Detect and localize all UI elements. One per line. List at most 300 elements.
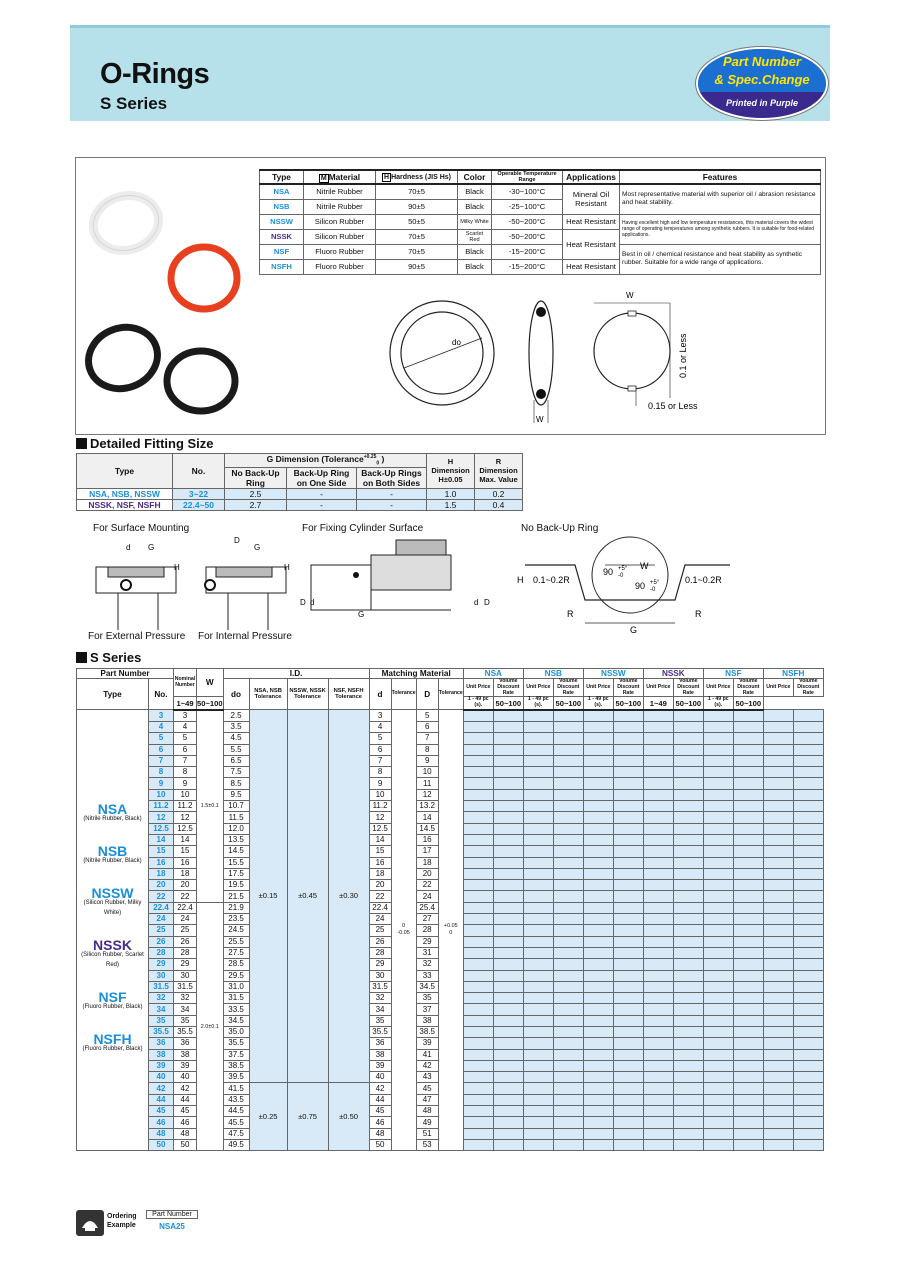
table-row: 22 22 21.5 22 24 xyxy=(77,891,824,902)
price-cell xyxy=(463,902,493,913)
price-cell xyxy=(673,1004,703,1015)
svg-text:+5°: +5° xyxy=(650,580,660,586)
price-cell xyxy=(763,744,793,755)
price-cell xyxy=(613,925,643,936)
price-cell xyxy=(553,1094,583,1105)
price-cell xyxy=(553,891,583,902)
col-applications: Applications xyxy=(563,170,620,184)
internal-pressure-label: For Internal Pressure xyxy=(198,631,292,642)
price-cell xyxy=(463,880,493,891)
price-cell xyxy=(703,959,733,970)
price-cell xyxy=(763,710,793,722)
price-cell xyxy=(703,981,733,992)
price-cell xyxy=(673,744,703,755)
price-cell xyxy=(613,1083,643,1094)
price-cell xyxy=(733,733,763,744)
oring-dimension-drawing xyxy=(386,288,806,428)
price-cell xyxy=(643,1015,673,1026)
price-cell xyxy=(463,1038,493,1049)
price-cell xyxy=(463,721,493,732)
tol-label-1: 0.1 or Less xyxy=(678,333,688,378)
price-cell xyxy=(523,970,553,981)
price-cell xyxy=(793,936,823,947)
price-cell xyxy=(493,823,523,834)
price-cell xyxy=(523,1027,553,1038)
price-cell xyxy=(673,1094,703,1105)
col-temp: Operable Temperature Range xyxy=(492,170,563,184)
price-cell xyxy=(463,970,493,981)
price-cell xyxy=(613,744,643,755)
price-cell xyxy=(583,993,613,1004)
price-cell xyxy=(643,789,673,800)
price-cell xyxy=(793,902,823,913)
price-cell xyxy=(463,846,493,857)
price-cell xyxy=(793,767,823,778)
price-cell xyxy=(673,834,703,845)
price-cell xyxy=(733,1117,763,1128)
price-cell xyxy=(553,1139,583,1150)
type-name: NSA xyxy=(97,801,128,818)
table-row: 38 38 37.5 38 41 xyxy=(77,1049,824,1060)
price-cell xyxy=(763,846,793,857)
pn-header: Part Number xyxy=(146,1210,198,1219)
price-cell xyxy=(493,1004,523,1015)
table-row: 26 26 25.5 26 29 xyxy=(77,936,824,947)
price-cell xyxy=(553,857,583,868)
price-cell xyxy=(733,902,763,913)
price-cell xyxy=(553,914,583,925)
price-cell xyxy=(763,1038,793,1049)
price-cell xyxy=(493,834,523,845)
price-cell xyxy=(643,914,673,925)
price-cell xyxy=(793,925,823,936)
price-cell xyxy=(613,812,643,823)
table-row: NSFH Fluoro Rubber 90±5 Black -15~200°C Heat Resistant xyxy=(260,259,821,274)
table-row: 5 5 4.5 5 7 xyxy=(77,733,824,744)
price-cell xyxy=(463,891,493,902)
external-pressure-label: For External Pressure xyxy=(88,631,186,642)
price-cell xyxy=(733,1015,763,1026)
price-cell xyxy=(673,970,703,981)
table-row: 40 40 39.5 40 43 xyxy=(77,1072,824,1083)
svg-text:-0: -0 xyxy=(650,587,656,593)
price-cell xyxy=(613,857,643,868)
price-cell xyxy=(793,1015,823,1026)
price-cell xyxy=(733,868,763,879)
price-cell xyxy=(583,1128,613,1139)
price-cell xyxy=(553,1038,583,1049)
table-row: 18 18 17.5 18 20 xyxy=(77,868,824,879)
svg-text:0.1~0.2R: 0.1~0.2R xyxy=(685,575,722,585)
price-cell xyxy=(703,834,733,845)
price-cell xyxy=(673,947,703,958)
price-cell xyxy=(493,1106,523,1117)
price-cell xyxy=(703,789,733,800)
price-cell xyxy=(793,1139,823,1150)
price-cell xyxy=(493,1015,523,1026)
table-row: 42 42 41.5 ±0.25 ±0.75 ±0.50 42 45 xyxy=(77,1083,824,1094)
price-cell xyxy=(733,846,763,857)
price-cell xyxy=(523,902,553,913)
price-cell xyxy=(673,1027,703,1038)
price-cell xyxy=(613,1117,643,1128)
price-cell xyxy=(613,914,643,925)
price-cell xyxy=(733,755,763,766)
table-row: 50 50 49.5 50 53 xyxy=(77,1139,824,1150)
price-cell xyxy=(613,970,643,981)
type-name: NSSK xyxy=(93,937,132,954)
price-cell xyxy=(733,789,763,800)
price-cell xyxy=(553,744,583,755)
price-cell xyxy=(553,1060,583,1071)
surface-mounting-label: For Surface Mounting xyxy=(93,523,190,534)
price-cell xyxy=(613,981,643,992)
svg-text:R: R xyxy=(567,609,574,619)
price-cell xyxy=(613,1128,643,1139)
price-cell xyxy=(703,778,733,789)
price-cell xyxy=(583,1117,613,1128)
price-cell xyxy=(763,880,793,891)
price-cell xyxy=(793,1004,823,1015)
price-cell xyxy=(523,744,553,755)
svg-text:H: H xyxy=(174,563,180,572)
table-row: 9 9 8.5 9 11 xyxy=(77,778,824,789)
svg-text:D: D xyxy=(234,536,240,545)
price-cell xyxy=(763,1072,793,1083)
price-cell xyxy=(463,857,493,868)
qty-header: 50~100 xyxy=(613,697,643,710)
price-cell xyxy=(793,801,823,812)
price-cell xyxy=(673,959,703,970)
price-cell xyxy=(673,767,703,778)
price-cell xyxy=(703,755,733,766)
svg-text:d: d xyxy=(126,543,131,552)
orings-photo xyxy=(81,178,256,428)
price-cell xyxy=(703,993,733,1004)
price-cell xyxy=(583,902,613,913)
price-cell xyxy=(793,857,823,868)
price-cell xyxy=(583,1083,613,1094)
price-cell xyxy=(763,959,793,970)
price-cell xyxy=(643,812,673,823)
svg-text:0.1~0.2R: 0.1~0.2R xyxy=(533,575,570,585)
price-cell xyxy=(673,1060,703,1071)
price-cell xyxy=(763,834,793,845)
price-cell xyxy=(523,993,553,1004)
price-cell xyxy=(793,1049,823,1060)
price-cell xyxy=(673,789,703,800)
price-cell xyxy=(553,1004,583,1015)
ordering-label: Ordering xyxy=(107,1213,137,1220)
price-cell xyxy=(733,834,763,845)
price-cell xyxy=(493,993,523,1004)
price-cell xyxy=(493,789,523,800)
id-tolerance: ±0.75 xyxy=(287,1083,328,1151)
price-cell xyxy=(613,721,643,732)
price-cell xyxy=(523,1117,553,1128)
price-cell xyxy=(613,767,643,778)
price-cell xyxy=(553,778,583,789)
price-cell xyxy=(613,1038,643,1049)
price-cell xyxy=(613,959,643,970)
price-cell xyxy=(493,1038,523,1049)
qty-header: 1~49 xyxy=(643,697,673,710)
price-cell xyxy=(793,1083,823,1094)
price-cell xyxy=(463,1128,493,1139)
price-cell xyxy=(463,981,493,992)
do-label: do xyxy=(452,338,461,347)
id-tolerance: ±0.30 xyxy=(328,710,369,1083)
price-cell xyxy=(463,1083,493,1094)
type-desc: (Nitrile Rubber, Black) xyxy=(83,816,142,823)
price-cell xyxy=(793,1060,823,1071)
price-cell xyxy=(703,936,733,947)
svg-text:+5°: +5° xyxy=(618,566,628,572)
price-cell xyxy=(463,823,493,834)
col-hardness: H Hardness (JIS Hs) xyxy=(376,170,458,184)
price-cell xyxy=(643,959,673,970)
price-cell xyxy=(793,823,823,834)
price-cell xyxy=(703,868,733,879)
part-number-badge xyxy=(696,47,828,120)
price-cell xyxy=(553,1049,583,1060)
price-cell xyxy=(763,801,793,812)
price-cell xyxy=(523,823,553,834)
svg-text:G: G xyxy=(630,625,638,635)
price-cell xyxy=(643,1060,673,1071)
price-cell xyxy=(793,755,823,766)
table-row: 34 34 33.5 34 37 xyxy=(77,1004,824,1015)
price-cell xyxy=(553,846,583,857)
price-cell xyxy=(553,767,583,778)
price-cell xyxy=(763,1128,793,1139)
badge-line-2: & Spec.Change xyxy=(714,72,810,87)
price-cell xyxy=(793,1094,823,1105)
price-cell xyxy=(763,857,793,868)
type-desc: (Fluoro Rubber, Black) xyxy=(82,1046,143,1053)
price-cell xyxy=(463,744,493,755)
black-oring-1 xyxy=(81,318,166,398)
price-cell xyxy=(643,970,673,981)
qty-header: 1~49 xyxy=(174,697,197,710)
price-cell xyxy=(643,1128,673,1139)
cylinder-diagram xyxy=(296,535,501,625)
price-cell xyxy=(643,947,673,958)
table-row: NSSK Silicon Rubber 70±5 Scarlet Red -50~200°C Heat Resistant xyxy=(260,229,821,244)
price-cell xyxy=(583,925,613,936)
svg-text:G: G xyxy=(358,610,365,619)
price-cell xyxy=(463,1139,493,1150)
table-row: 6 6 5.5 6 8 xyxy=(77,744,824,755)
price-cell xyxy=(763,778,793,789)
svg-text:W: W xyxy=(640,561,649,571)
price-cell xyxy=(493,1094,523,1105)
price-cell xyxy=(583,947,613,958)
price-cell xyxy=(793,789,823,800)
price-cell xyxy=(793,891,823,902)
price-cell xyxy=(793,1128,823,1139)
table-row: 35.5 35.5 35.0 35.5 38.5 xyxy=(77,1027,824,1038)
price-cell xyxy=(763,1094,793,1105)
price-cell xyxy=(763,789,793,800)
price-cell xyxy=(763,755,793,766)
price-cell xyxy=(493,1027,523,1038)
price-cell xyxy=(703,1106,733,1117)
price-cell xyxy=(463,925,493,936)
price-cell xyxy=(613,1027,643,1038)
price-cell xyxy=(553,925,583,936)
price-cell xyxy=(793,981,823,992)
price-cell xyxy=(553,1015,583,1026)
price-cell xyxy=(583,1038,613,1049)
price-cell xyxy=(463,812,493,823)
price-cell xyxy=(643,925,673,936)
price-cell xyxy=(643,1117,673,1128)
price-cell xyxy=(733,1139,763,1150)
price-cell xyxy=(763,936,793,947)
price-cell xyxy=(493,880,523,891)
price-cell xyxy=(493,857,523,868)
price-cell xyxy=(613,868,643,879)
price-cell xyxy=(613,733,643,744)
price-cell xyxy=(703,914,733,925)
price-cell xyxy=(763,1106,793,1117)
id-tolerance: ±0.50 xyxy=(328,1083,369,1151)
price-cell xyxy=(793,778,823,789)
price-cell xyxy=(643,721,673,732)
table-row: NSSK, NSF, NSFH 22.4~50 2.7 - - 1.5 0.4 xyxy=(77,499,523,510)
price-cell xyxy=(763,891,793,902)
price-cell xyxy=(583,891,613,902)
price-cell xyxy=(463,914,493,925)
price-cell xyxy=(583,1015,613,1026)
price-cell xyxy=(463,1094,493,1105)
table-row: 11.2 11.2 10.7 11.2 13.2 xyxy=(77,801,824,812)
qty-header: 50~100 xyxy=(673,697,703,710)
price-cell xyxy=(583,1027,613,1038)
svg-text:90: 90 xyxy=(603,567,614,577)
price-cell xyxy=(733,925,763,936)
price-cell xyxy=(643,733,673,744)
price-cell xyxy=(643,1106,673,1117)
price-cell xyxy=(493,981,523,992)
type-column xyxy=(77,710,149,1151)
price-cell xyxy=(703,1094,733,1105)
price-cell xyxy=(493,970,523,981)
price-cell xyxy=(763,1139,793,1150)
price-cell xyxy=(463,789,493,800)
table-row: NSA Nitrile Rubber 70±5 Black -30~100°C Mineral Oil Resistant Most representative material with superior oil / abrasion resistance and heat stability. xyxy=(260,184,821,199)
price-cell xyxy=(643,1004,673,1015)
price-cell xyxy=(523,834,553,845)
price-cell xyxy=(463,1072,493,1083)
price-cell xyxy=(613,1004,643,1015)
table-row: 45 45 44.5 45 48 xyxy=(77,1106,824,1117)
price-cell xyxy=(643,710,673,722)
price-cell xyxy=(793,710,823,722)
svg-text:R: R xyxy=(695,609,702,619)
price-cell xyxy=(793,721,823,732)
price-cell xyxy=(793,959,823,970)
price-cell xyxy=(553,970,583,981)
price-cell xyxy=(733,914,763,925)
price-cell xyxy=(733,1027,763,1038)
price-cell xyxy=(673,1083,703,1094)
table-row: 25 25 24.5 25 28 xyxy=(77,925,824,936)
price-cell xyxy=(763,1117,793,1128)
qty-header: 50~100 xyxy=(197,697,224,710)
price-cell xyxy=(673,880,703,891)
price-cell xyxy=(643,834,673,845)
price-cell xyxy=(523,1060,553,1071)
page-subtitle: S Series xyxy=(100,94,168,113)
price-cell xyxy=(493,959,523,970)
table-row: 24 24 23.5 24 27 xyxy=(77,914,824,925)
page-header xyxy=(70,25,830,121)
price-cell xyxy=(733,1083,763,1094)
price-cell xyxy=(643,801,673,812)
svg-text:-0: -0 xyxy=(618,573,624,579)
price-cell xyxy=(733,1094,763,1105)
price-cell xyxy=(703,744,733,755)
price-cell xyxy=(523,721,553,732)
price-cell xyxy=(703,925,733,936)
price-cell xyxy=(673,925,703,936)
qty-header: 1 - 49 pc (s). xyxy=(463,697,493,710)
price-cell xyxy=(553,755,583,766)
table-row: 30 30 29.5 30 33 xyxy=(77,970,824,981)
price-cell xyxy=(703,710,733,722)
price-cell xyxy=(613,789,643,800)
price-cell xyxy=(673,936,703,947)
series-heading: S Series xyxy=(76,650,141,665)
cylinder-label: For Fixing Cylinder Surface xyxy=(302,523,424,534)
svg-text:D: D xyxy=(484,598,490,607)
table-row: 28 28 27.5 28 31 xyxy=(77,947,824,958)
red-oring xyxy=(171,247,237,309)
price-cell xyxy=(703,902,733,913)
price-cell xyxy=(643,744,673,755)
price-cell xyxy=(673,1106,703,1117)
price-cell xyxy=(583,778,613,789)
w-value-b: 2.0±0.1 xyxy=(197,902,224,1151)
price-cell xyxy=(793,970,823,981)
price-cell xyxy=(733,891,763,902)
price-cell xyxy=(553,981,583,992)
price-cell xyxy=(673,868,703,879)
price-cell xyxy=(523,801,553,812)
price-cell xyxy=(763,868,793,879)
price-cell xyxy=(523,778,553,789)
price-cell xyxy=(463,959,493,970)
price-cell xyxy=(523,868,553,879)
price-cell xyxy=(703,1117,733,1128)
price-cell xyxy=(793,1117,823,1128)
price-cell xyxy=(613,902,643,913)
price-cell xyxy=(673,902,703,913)
price-cell xyxy=(733,857,763,868)
price-cell xyxy=(703,721,733,732)
price-cell xyxy=(763,1049,793,1060)
price-cell xyxy=(583,744,613,755)
fitting-table: Type No. G Dimension (Tolerance$^{+0.25}_0$ ) H Dimension H±0.05 R Dimension Max. Value No Back-Up Ring Back-Up Ring on One Side Back-Up Rings on Both Sides NSA, NSB, NSSW 3~22 2.5 - - 1.0 0.2 NSSK, NSF, NSFH 22.4~50 2.7 - - 1.5 0.4 xyxy=(76,453,523,511)
price-cell xyxy=(673,710,703,722)
qty-header: 50~100 xyxy=(553,697,583,710)
price-cell xyxy=(613,778,643,789)
price-cell xyxy=(643,902,673,913)
price-cell xyxy=(553,823,583,834)
price-cell xyxy=(703,891,733,902)
